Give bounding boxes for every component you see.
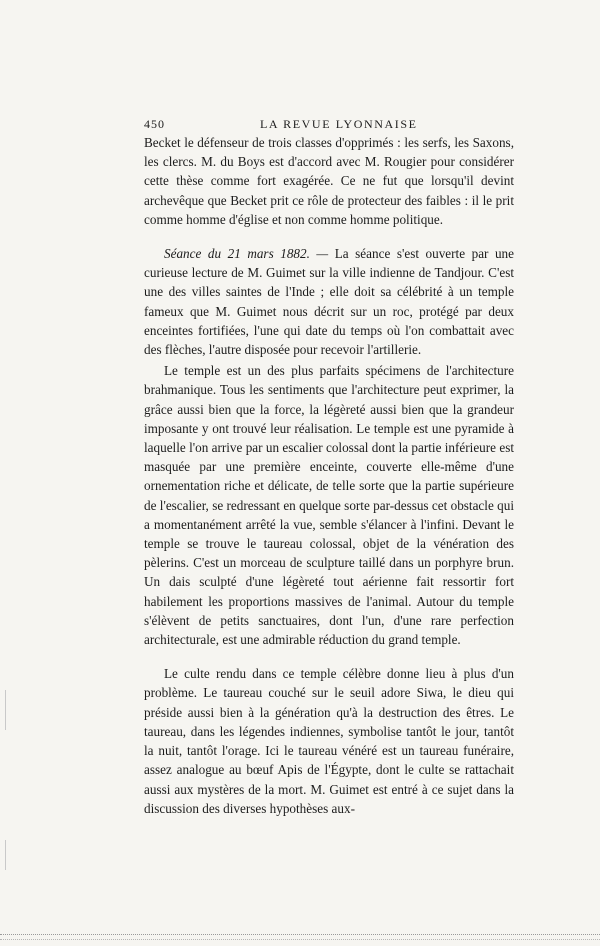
- running-title: LA REVUE LYONNAISE: [260, 117, 418, 131]
- scan-bottom-rule: [0, 939, 600, 940]
- paragraph-temple: Le temple est un des plus parfaits spécimens de l'architecture brahmanique. Tous les sentiments que l'architecture peut exprimer, la grâce aussi bien que la force, la légèreté aussi bien que la grandeur imposante y ont trouvé leur réalisation. Le temple est une pyramide à laquelle l'on arrive par un escalier colossal dont la partie inférieure est masquée par une première enceinte, couverte elle-même d'une ornementation riche et délicate, de telle sorte que la partie supérieure de l'escalier, se redressant en quelque sorte par-dessus cet obstacle qui a momentanément arrêté la vue, semble s'élancer à l'infini. Devant le temple se trouve le taureau colossal, objet de la vénération des pèlerins. C'est un morceau de sculpture taillé dans un porphyre brun. Un dais sculpté d'une légèreté tout aérienne fait ressortir fort habilement les proportions massives de l'animal. Autour du temple s'élèvent de petits sanctuaires, dont l'un, d'une rare perfection architecturale, est une admirable réduction du grand temple.: [144, 363, 514, 648]
- paragraph-culte: Le culte rendu dans ce temple célèbre donne lieu à plus d'un problème. Le taureau couché sur le seuil adore Siwa, le dieu qui préside aussi bien à la génération qu'à la destruction des êtres. Le taureau, dans les légendes indiennes, symbolise tantôt le jour, tantôt la nuit, tantôt l'orage. Ici le taureau vénéré est un taureau funéraire, assez analogue au bœuf Apis de l'Égypte, dont le culte se rattachait aussi aux mystères de la mort. M. Guimet est entré à ce sujet dans la discussion des diverses hypothèses aux-: [144, 666, 514, 816]
- body-text: [144, 133, 514, 818]
- scan-bottom-rule: [0, 934, 600, 935]
- scan-edge-mark: [5, 690, 6, 730]
- session-heading: Séance du 21 mars 1882. —: [164, 246, 329, 262]
- paragraph-seance-text: La séance s'est ouverte par une curieuse lecture de M. Guimet sur la ville indienne de Tandjour. C'est une des villes saintes de l'Inde ; elle doit sa célébrité à un temple fameux que M. Guimet nous décrit sur un roc, protégé par deux enceintes fortifiées, l'une qui date du temps où l'on combattait avec des flèches, l'autre disposée pour recevoir l'artillerie.: [144, 246, 515, 358]
- paragraph-seance: [144, 244, 514, 359]
- page-number: 450: [144, 117, 165, 131]
- scan-edge-mark: [5, 840, 6, 870]
- paragraph-becket: Becket le défenseur de trois classes d'opprimés : les serfs, les Saxons, les clercs. M. du Boys est d'accord avec M. Rougier pour considérer cette thèse comme fort exagérée. Ce ne fut que lorsqu'il devint archevêque que Becket prit ce rôle de protecteur des faibles : il le prit comme homme d'église et non comme homme politique.: [144, 135, 514, 227]
